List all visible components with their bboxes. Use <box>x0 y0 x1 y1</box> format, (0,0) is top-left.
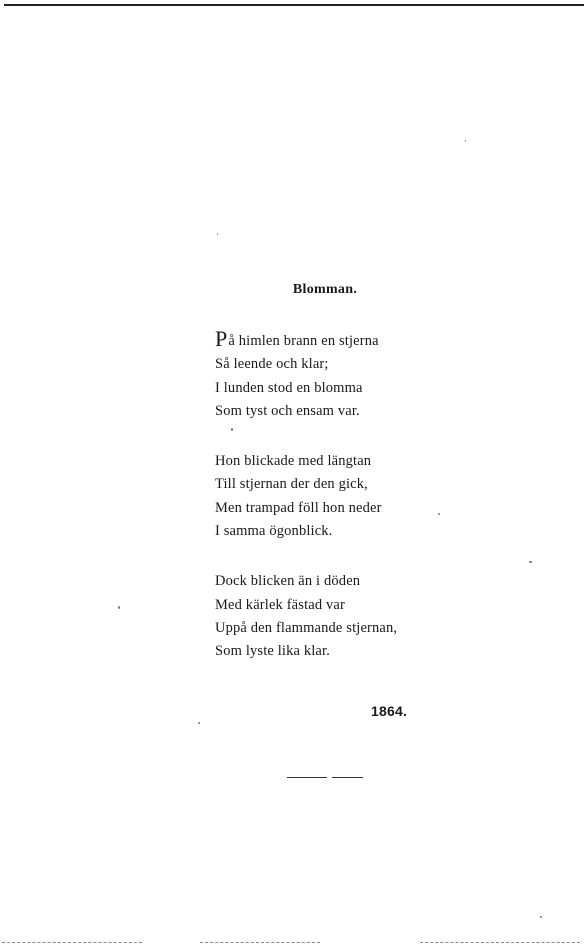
poem-body <box>215 326 475 691</box>
stanza-3 <box>215 570 475 663</box>
paper-speck <box>198 722 200 724</box>
paper-speck <box>438 513 440 515</box>
end-rule <box>287 777 327 778</box>
edge-dash <box>420 942 580 943</box>
poem-line: I samma ögonblick. <box>215 523 333 540</box>
end-rule <box>332 777 363 778</box>
paper-speck <box>231 428 233 431</box>
stanza-2 <box>215 450 475 543</box>
paper-speck <box>465 140 466 142</box>
bottom-page-edge <box>0 939 584 945</box>
paper-speck <box>118 606 120 609</box>
edge-dash <box>2 942 142 943</box>
poem-line-text: å himlen brann en stjerna <box>228 333 379 349</box>
poem-line: Dock blicken än i döden <box>215 573 361 590</box>
poem-title: Blomman. <box>292 282 358 297</box>
poem-date: 1864. <box>371 703 408 719</box>
poem-line: Men trampad föll hon neder <box>215 499 382 516</box>
top-border-rule <box>4 4 584 6</box>
poem-line: Så leende och klar; <box>215 356 329 373</box>
poem-line <box>215 326 475 353</box>
poem-line: Uppå den flammande stjernan, <box>215 619 398 636</box>
poem-line: Med kärlek fästad var <box>215 596 345 613</box>
edge-dash <box>200 942 320 943</box>
stanza-1 <box>215 326 475 423</box>
poem-line: Som tyst och ensam var. <box>215 402 360 419</box>
poem-line: Till stjernan der den gick, <box>215 476 368 493</box>
drop-cap: P <box>215 326 228 351</box>
poem-line: Som lyste lika klar. <box>215 643 330 660</box>
poem-line: Hon blickade med längtan <box>215 453 372 470</box>
paper-speck <box>217 233 218 235</box>
paper-speck <box>540 916 542 918</box>
paper-speck <box>529 561 532 563</box>
poem-line: I lunden stod en blomma <box>215 379 363 396</box>
